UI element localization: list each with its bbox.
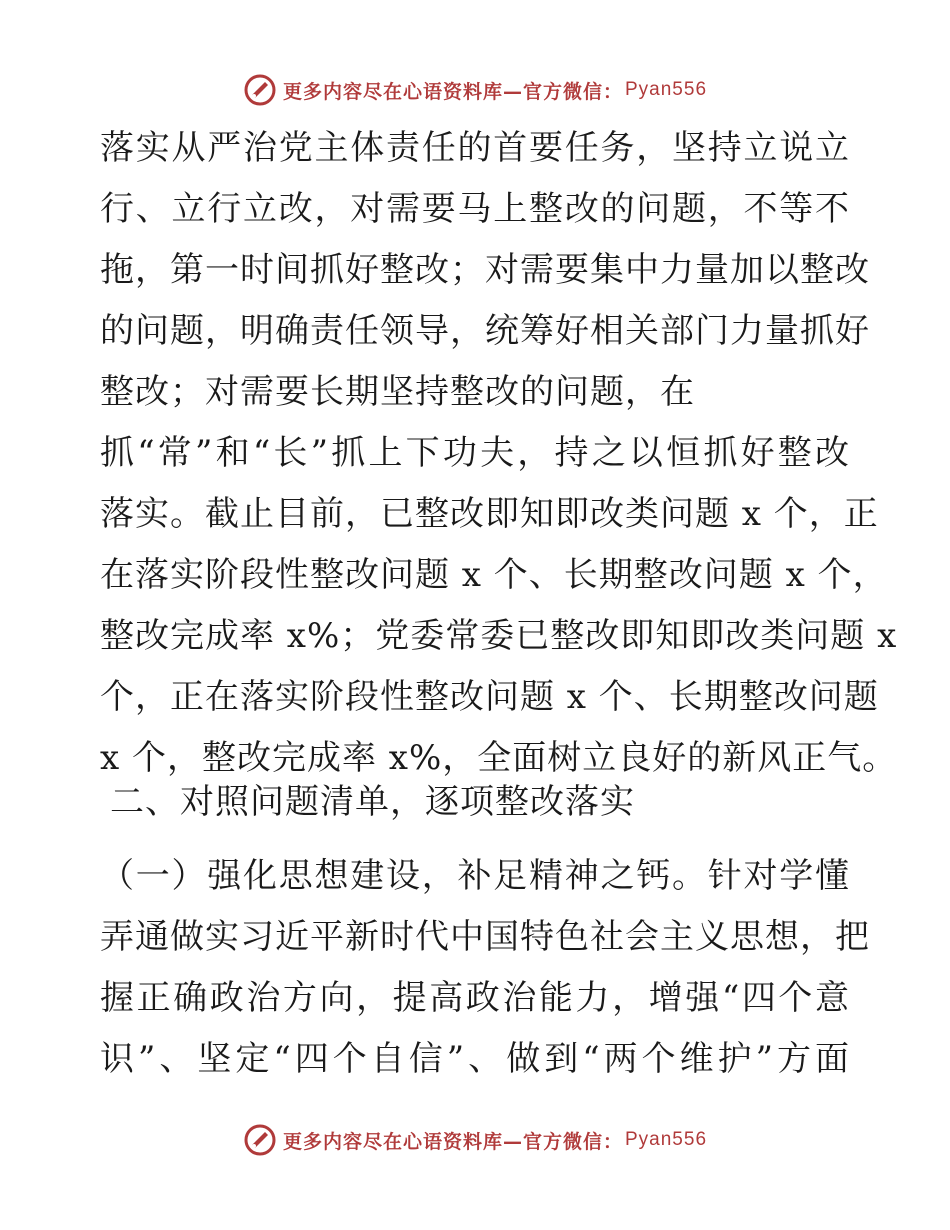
text-line: 个，正在落实阶段性整改问题 x 个、长期整改问题 [100,677,879,717]
pen-logo-icon [243,73,277,107]
text-line: 落实。截止目前，已整改即知即改类问题 x 个，正 [100,494,879,534]
footer-watermark [0,1120,950,1160]
paragraph-1 [100,118,898,789]
text-line: 落实从严治党主体责任的首要任务，坚持立说立 [100,128,850,168]
text-line: 识”、坚定“四个自信”、做到“两个维护”方面 [100,1039,850,1079]
header-watermark [0,70,950,110]
text-line: 拖，第一时间抓好整改；对需要集中力量加以整改 [100,250,870,290]
paragraph-2 [100,846,870,1090]
watermark-text: 更多内容尽在心语资料库—官方微信： [282,1130,623,1153]
text-line: 在落实阶段性整改问题 x 个、长期整改问题 x 个， [100,555,888,595]
watermark-text: 更多内容尽在心语资料库—官方微信： [282,80,623,103]
text-line: （一）强化思想建设，补足精神之钙。针对学懂 [100,856,850,896]
text-line: 弄通做实习近平新时代中国特色社会主义思想，把 [100,917,870,957]
text-line: 的问题，明确责任领导，统筹好相关部门力量抓好 [100,311,870,351]
watermark-account: Pyan556 [625,1129,708,1150]
text-line: 抓“常”和“长”抓上下功夫，持之以恒抓好整改 [100,433,850,473]
pen-logo-icon [243,1123,277,1157]
section-heading [100,772,850,833]
heading-text: 二、对照问题清单，逐项整改落实 [110,782,635,822]
watermark-account: Pyan556 [625,79,708,100]
text-line: 整改完成率 x%；党委常委已整改即知即改类问题 x [100,616,898,656]
text-line: 握正确政治方向，提高政治能力，增强“四个意 [100,978,850,1018]
text-line: 行、立行立改，对需要马上整改的问题，不等不 [100,189,850,229]
text-line: 整改；对需要长期坚持整改的问题，在 [100,372,695,412]
text-line: x 个，整改完成率 x%，全面树立良好的新风正气。 [100,738,898,778]
